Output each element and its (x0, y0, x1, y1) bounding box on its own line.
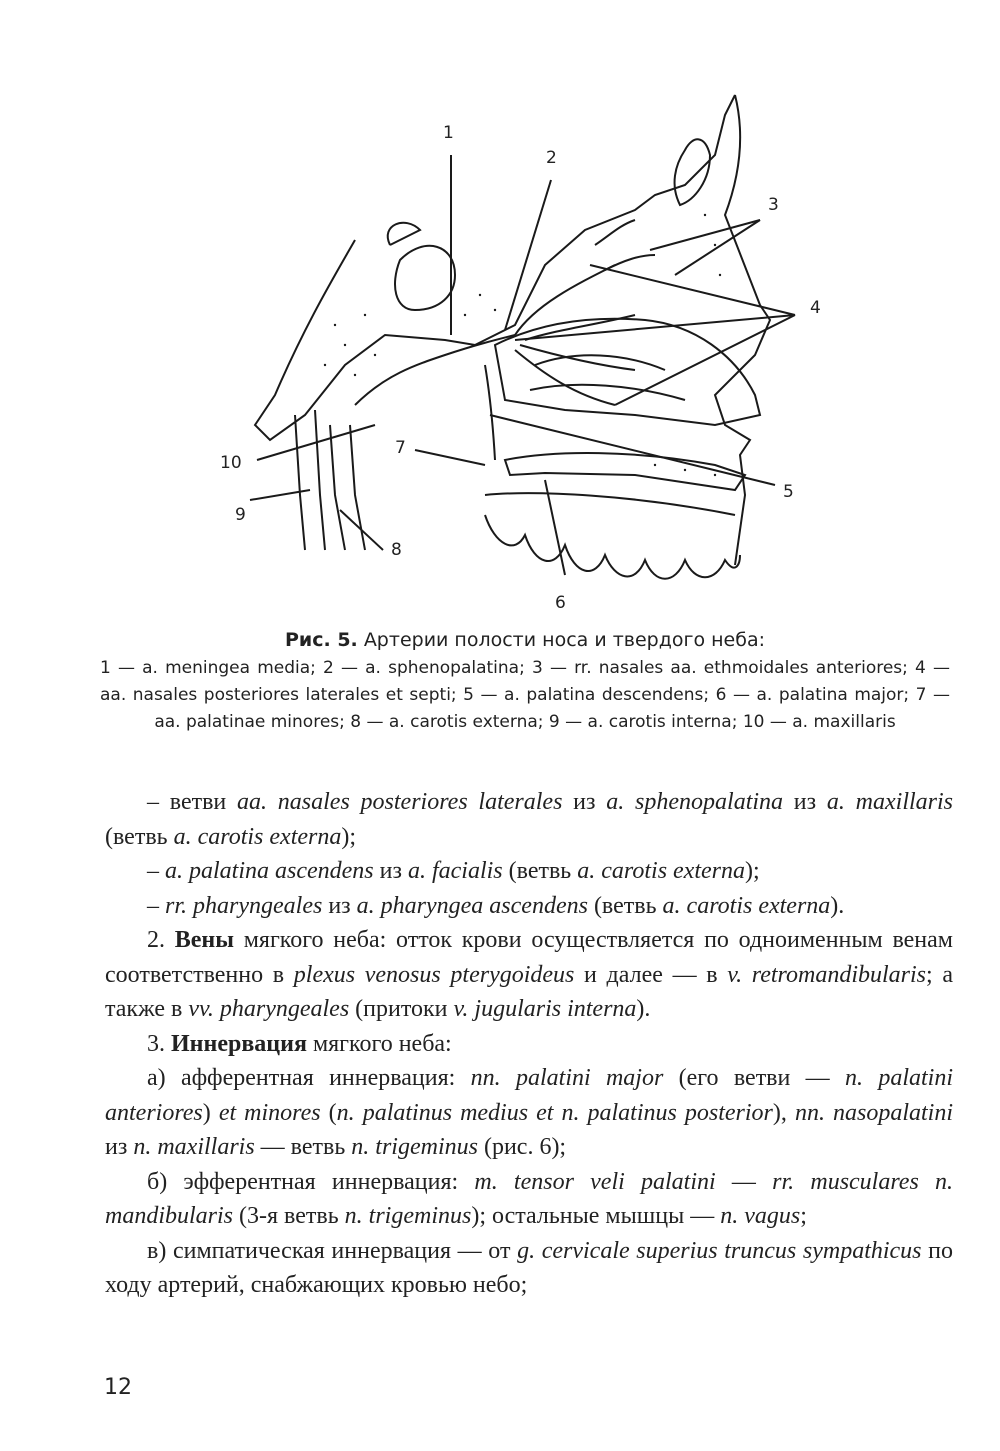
callout-3: 3 (768, 195, 779, 215)
paragraph: в) симпатическая иннервация — от g. cervicale superius truncus sympathicus по ходу артерий, снабжающих кровью небо; (105, 1237, 954, 1298)
paragraph: – ветви aa. nasales posteriores laterales из a. sphenopalatina из a. maxillaris (ветвь a. carotis externa); (105, 789, 954, 850)
carotis-externa (330, 425, 345, 550)
face-profile (715, 95, 770, 565)
maxillary-artery (355, 335, 515, 405)
carotis-interna (295, 415, 305, 550)
hard-palate (505, 453, 745, 490)
figure-caption (100, 627, 950, 736)
descending-palatine (485, 365, 495, 460)
callout-6: 6 (555, 593, 566, 613)
leader-lines (250, 155, 795, 575)
callout-1: 1 (443, 123, 454, 143)
callout-8: 8 (391, 540, 402, 560)
callout-9: 9 (235, 505, 246, 525)
sphenoid-sinus (395, 246, 455, 310)
caption-title (100, 627, 950, 653)
anatomy-figure (215, 95, 821, 620)
paragraph: 3. Иннервация мягкого неба: (147, 1030, 452, 1057)
paragraph: 2. Вены мягкого неба: отток крови осуществляется по одноименным венам соответственно в plexus venosus pterygoideus и далее — в v. retromandibularis; а также в vv. pharyngeales (притоки v. jugularis interna). (105, 927, 954, 1022)
callout-10: 10 (220, 453, 242, 473)
callout-7: 7 (395, 438, 406, 458)
caption-title-text: Артерии полости носа и твердого неба: (363, 629, 766, 651)
caption-label: Рис. 5. (284, 629, 358, 651)
caption-legend: 1 — a. meningea media; 2 — a. sphenopalatina; 3 — rr. nasales aa. ethmoidales anteriores; 4 — aa. nasales posteriores laterales et septi; 5 — a. palatina descendens; 6 — a. palatina major; 7 — aa. palatinae minores; 8 — a. carotis externa; 9 — a. carotis interna; 10 — a. maxillaris (100, 658, 950, 732)
callout-5: 5 (783, 482, 794, 502)
sella (388, 223, 420, 245)
paragraph: б) эфферентная иннервация: m. tensor veli palatini — rr. musculares n. mandibularis (3-я ветвь n. trigeminus); остальные мышцы — n. vagus; (105, 1168, 954, 1229)
callout-2: 2 (546, 148, 557, 168)
paragraph: а) афферентная иннервация: nn. palatini major (его ветви — n. palatini anteriores) et minores (n. palatinus medius et n. palatinus posterior), nn. nasopalatini из n. maxillaris — ветвь n. trigeminus (рис. 6); (105, 1065, 953, 1160)
paragraph: – rr. pharyngeales из a. pharyngea ascendens (ветвь a. carotis externa). (147, 892, 845, 919)
page-number: 12 (104, 1375, 132, 1400)
nasal-arteries-drawing (215, 95, 821, 620)
frontal-sinus (675, 139, 710, 205)
paragraph: – a. palatina ascendens из a. facialis (ветвь a. carotis externa); (147, 858, 760, 884)
skull-outline (255, 95, 735, 440)
body-text (105, 785, 953, 1303)
callout-4: 4 (810, 298, 821, 318)
upper-teeth (485, 515, 740, 579)
